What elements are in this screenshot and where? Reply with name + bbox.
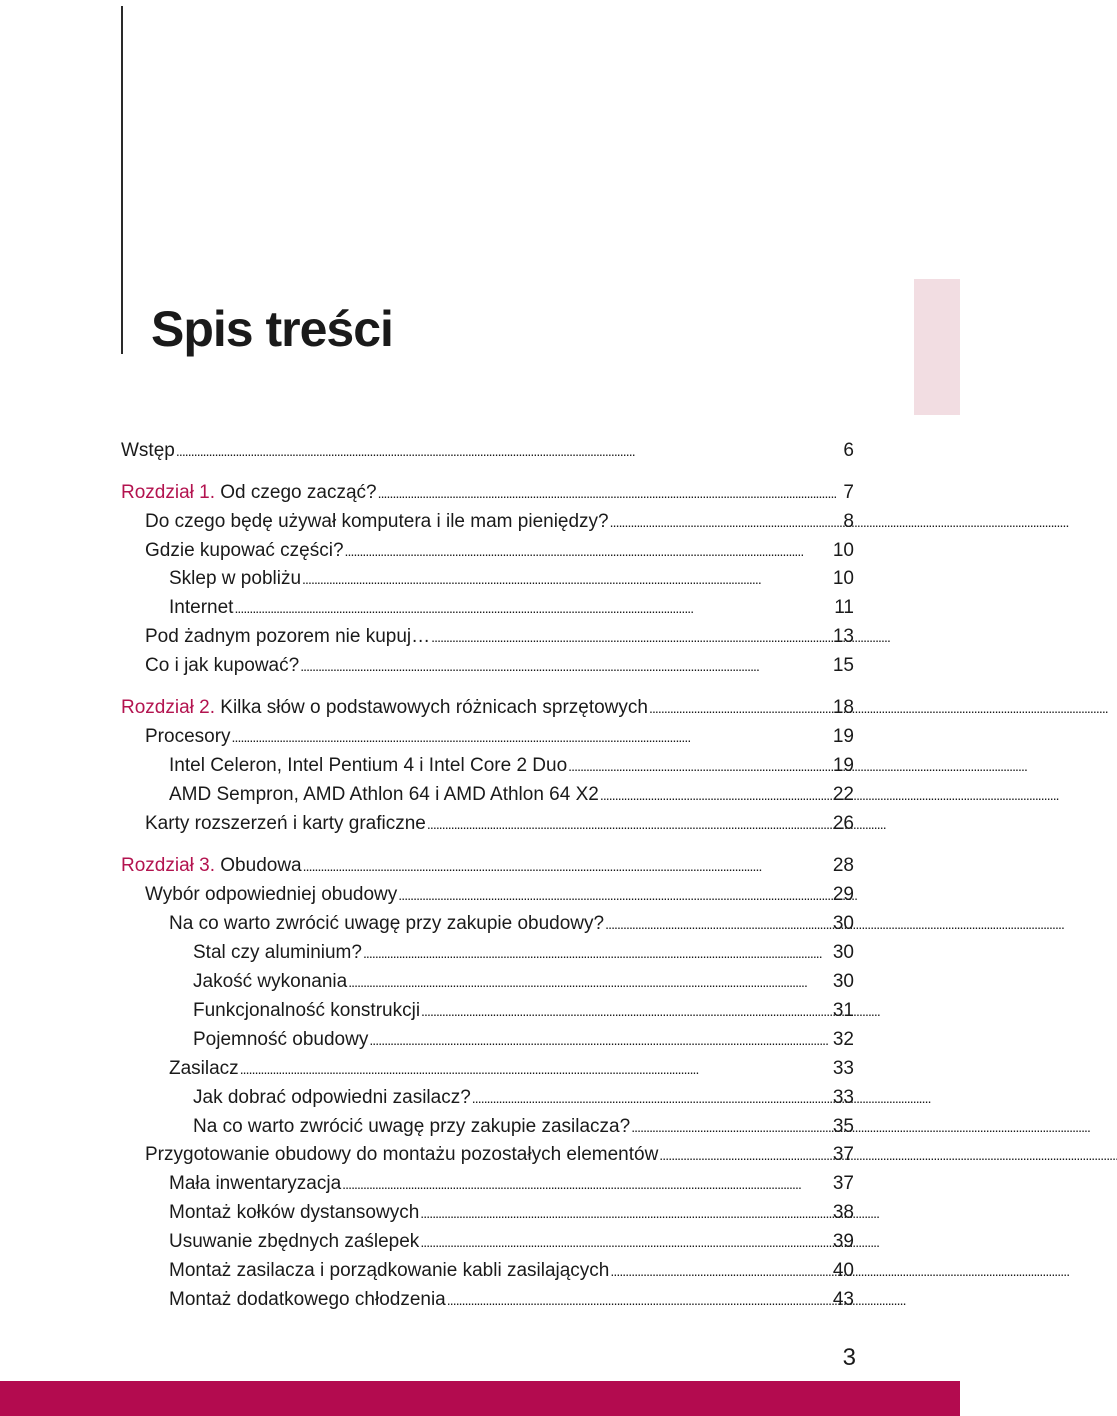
dot-leader: [348, 967, 832, 997]
toc-page-number: 29: [832, 884, 854, 905]
toc-entry[interactable]: [0, 851, 854, 880]
toc-entry-text: [193, 967, 347, 996]
toc-entry[interactable]: [0, 1054, 854, 1083]
toc-entry-title: Internet: [169, 597, 234, 618]
dot-leader: [420, 1227, 832, 1257]
toc-entry-title: Montaż dodatkowego chłodzenia: [169, 1289, 446, 1310]
toc-entry[interactable]: [0, 1025, 854, 1054]
toc-entry[interactable]: [0, 1140, 854, 1169]
toc-page-number: 33: [832, 1087, 854, 1108]
toc-entry[interactable]: [0, 751, 854, 780]
toc-entry-title: Na co warto zwrócić uwagę przy zakupie zasilacza?: [193, 1116, 631, 1137]
toc-entry-text: [145, 536, 344, 565]
toc-entry-text: [121, 851, 302, 880]
toc-page-number: 15: [832, 655, 854, 676]
toc-entry-title: Jak dobrać odpowiedni zasilacz?: [193, 1087, 471, 1108]
dot-leader: [447, 1285, 832, 1315]
toc-page-number: 8: [843, 511, 854, 532]
toc-entry-text: [145, 722, 231, 751]
dot-leader: [568, 751, 832, 781]
dot-leader: [378, 478, 841, 508]
chapter-label: Rozdział 3.: [121, 855, 215, 876]
toc-entry-title: Gdzie kupować części?: [145, 540, 344, 561]
toc-entry-text: [169, 1227, 419, 1256]
toc-page-number: 30: [832, 942, 854, 963]
toc-page-number: 6: [843, 440, 854, 461]
toc-entry-text: [145, 507, 609, 536]
toc-entry-title: Wybór odpowiedniej obudowy: [145, 884, 398, 905]
dot-leader: [649, 693, 832, 723]
toc-entry-title: AMD Sempron, AMD Athlon 64 i AMD Athlon 64 X2: [169, 784, 599, 805]
toc-entry-title: Co i jak kupować?: [145, 655, 300, 676]
toc-entry-title: Sklep w pobliżu: [169, 568, 302, 589]
dot-leader: [431, 622, 832, 652]
toc-entry[interactable]: [0, 436, 854, 465]
toc-entry-text: [169, 593, 233, 622]
toc-entry-title: Intel Celeron, Intel Pentium 4 i Intel Core 2 Duo: [169, 755, 568, 776]
toc-entry[interactable]: [0, 1227, 854, 1256]
dot-leader: [345, 536, 832, 566]
toc-entry-title: Na co warto zwrócić uwagę przy zakupie obudowy?: [169, 913, 605, 934]
toc-entry-text: [121, 436, 175, 465]
toc-entry[interactable]: [0, 967, 854, 996]
toc-entry[interactable]: [0, 693, 854, 722]
dot-leader: [420, 1198, 832, 1228]
toc-entry-text: [145, 651, 299, 680]
toc-entry[interactable]: [0, 780, 854, 809]
toc-page-number: 19: [832, 726, 854, 747]
toc-entry-title: Obudowa: [220, 855, 302, 876]
toc-entry-text: [169, 1198, 419, 1227]
toc-entry[interactable]: [0, 536, 854, 565]
toc-entry[interactable]: [0, 722, 854, 751]
chapter-label: Rozdział 2.: [121, 697, 215, 718]
toc-entry-title: Procesory: [145, 726, 231, 747]
toc-entry-title: Pod żadnym pozorem nie kupuj…: [145, 626, 431, 647]
dot-leader: [363, 938, 832, 968]
dot-leader: [232, 722, 832, 752]
toc-page-number: 22: [832, 784, 854, 805]
toc-page-number: 28: [832, 855, 854, 876]
page-title: Spis treści: [151, 301, 393, 357]
dot-leader: [369, 1025, 832, 1055]
dot-leader: [600, 780, 832, 810]
toc-entry-title: Jakość wykonania: [193, 971, 348, 992]
toc-entry[interactable]: [0, 1169, 854, 1198]
toc-entry-text: [169, 1169, 341, 1198]
dot-leader: [303, 851, 832, 881]
toc-page-number: 30: [832, 971, 854, 992]
page-number: 3: [842, 1344, 856, 1371]
toc-page-number: 11: [834, 597, 854, 618]
toc-entry-title: Przygotowanie obudowy do montażu pozostałych elementów: [145, 1144, 659, 1165]
toc-entry-title: Pojemność obudowy: [193, 1029, 369, 1050]
toc-page-number: 37: [832, 1173, 854, 1194]
toc-page-number: 32: [832, 1029, 854, 1050]
toc-page-number: 13: [832, 626, 854, 647]
toc-entry[interactable]: [0, 1198, 854, 1227]
toc-entry-text: [145, 809, 426, 838]
toc-entry[interactable]: [0, 507, 854, 536]
dot-leader: [300, 651, 832, 681]
toc-entry-title: Karty rozszerzeń i karty graficzne: [145, 813, 426, 834]
toc-page-number: 18: [832, 697, 854, 718]
dot-leader: [234, 593, 833, 623]
toc-entry-text: [169, 1285, 446, 1314]
toc-page-number: 35: [832, 1116, 854, 1137]
toc-entry[interactable]: [0, 564, 854, 593]
bottom-color-bar: [0, 1381, 960, 1416]
toc-entry-title: Od czego zacząć?: [220, 482, 377, 503]
toc-entry[interactable]: [0, 478, 854, 507]
toc-entry-title: Do czego będę używał komputera i ile mam pieniędzy?: [145, 511, 609, 532]
toc-page-number: 19: [832, 755, 854, 776]
dot-leader: [240, 1054, 832, 1084]
dot-leader: [659, 1140, 832, 1170]
toc-entry[interactable]: [0, 622, 854, 651]
toc-entry-title: Montaż kołków dystansowych: [169, 1202, 420, 1223]
toc-page-number: 26: [832, 813, 854, 834]
toc-page-number: 39: [832, 1231, 854, 1252]
dot-leader: [472, 1083, 832, 1113]
toc-entry[interactable]: [0, 809, 854, 838]
toc-entry-text: [193, 938, 362, 967]
dot-leader: [427, 809, 832, 839]
toc-entry-text: [193, 1025, 368, 1054]
toc-page-number: 40: [832, 1260, 854, 1281]
toc-entry-text: [169, 1256, 609, 1285]
toc-entry-title: Montaż zasilacza i porządkowanie kabli zasilających: [169, 1260, 610, 1281]
toc-page-number: 43: [832, 1289, 854, 1310]
toc-entry-text: [121, 478, 377, 507]
toc-page-number: 10: [832, 568, 854, 589]
toc-entry[interactable]: [0, 1285, 854, 1314]
toc-page-number: 7: [843, 482, 854, 503]
toc-entry[interactable]: [0, 593, 854, 622]
toc-entry[interactable]: [0, 880, 854, 909]
toc-entry-text: [193, 996, 420, 1025]
toc-entry-text: [145, 880, 397, 909]
toc-entry-title: Usuwanie zbędnych zaślepek: [169, 1231, 420, 1252]
toc-entry[interactable]: [0, 938, 854, 967]
toc-page-number: 10: [832, 540, 854, 561]
toc-entry[interactable]: [0, 909, 854, 938]
toc-entry-title: Funkcjonalność konstrukcji: [193, 1000, 421, 1021]
dot-leader: [631, 1112, 832, 1142]
toc-entry[interactable]: [0, 996, 854, 1025]
toc-entry-text: [169, 909, 604, 938]
toc-page-number: 30: [832, 913, 854, 934]
toc-entry-text: [169, 780, 599, 809]
toc-entry-text: [169, 751, 567, 780]
toc-page-number: 33: [832, 1058, 854, 1079]
toc-entry-text: [193, 1083, 471, 1112]
toc-page-number: 37: [832, 1144, 854, 1165]
chapter-label: Rozdział 1.: [121, 482, 215, 503]
toc-entry-title: Wstęp: [121, 440, 175, 461]
dot-leader: [421, 996, 832, 1026]
toc-entry[interactable]: [0, 651, 854, 680]
toc-entry[interactable]: [0, 1083, 854, 1112]
toc-entry-title: Stal czy aluminium?: [193, 942, 362, 963]
toc-entry-text: [193, 1112, 630, 1141]
toc-entry-title: Zasilacz: [169, 1058, 239, 1079]
dot-leader: [610, 507, 841, 537]
toc-entry-text: [145, 622, 430, 651]
toc-entry-text: [145, 1140, 658, 1169]
toc-entry[interactable]: [0, 1256, 854, 1285]
dot-leader: [302, 564, 832, 594]
dot-leader: [605, 909, 832, 939]
toc-entry-text: [169, 1054, 239, 1083]
toc-page-number: 31: [832, 1000, 854, 1021]
toc-entry-title: Kilka słów o podstawowych różnicach sprzętowych: [220, 697, 648, 718]
toc-entry-title: Mała inwentaryzacja: [169, 1173, 342, 1194]
toc-entry[interactable]: [0, 1112, 854, 1141]
dot-leader: [610, 1256, 831, 1286]
toc-entry-text: [121, 693, 648, 722]
dot-leader: [342, 1169, 832, 1199]
dot-leader: [176, 436, 841, 466]
toc-page-number: 38: [832, 1202, 854, 1223]
dot-leader: [398, 880, 832, 910]
toc-entry-text: [169, 564, 301, 593]
